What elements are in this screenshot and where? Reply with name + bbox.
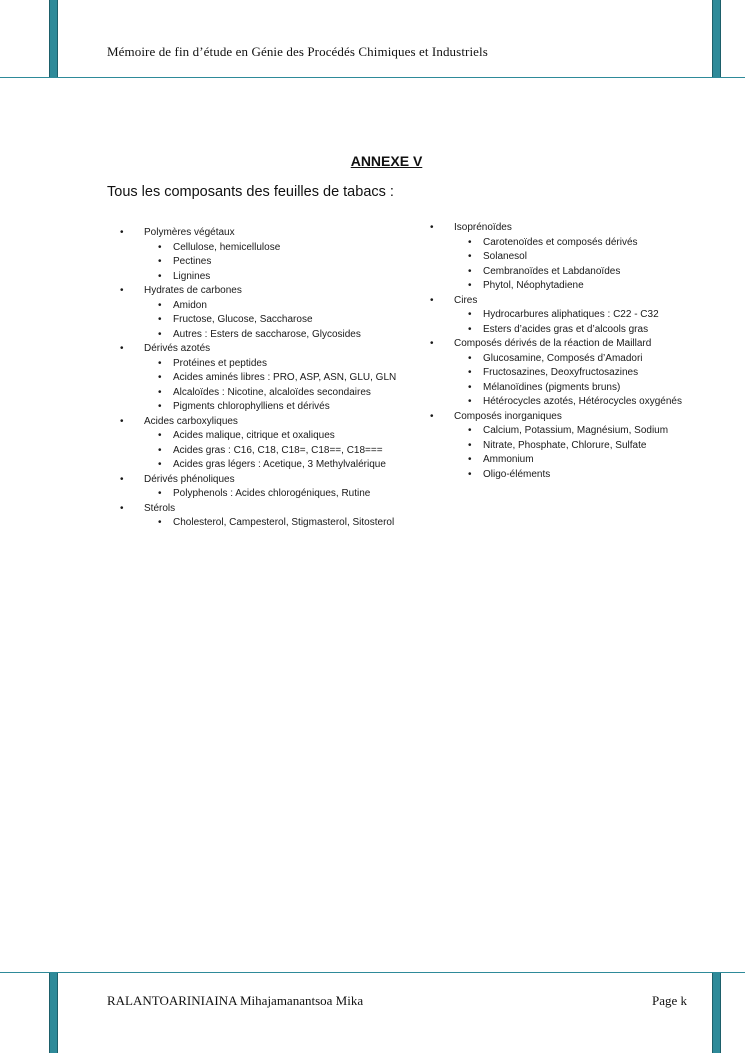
subcategory-label: Hydrocarbures aliphatiques : C22 - C32 [483,309,659,320]
header-title: Mémoire de fin d’étude en Génie des Procédés Chimiques et Industriels [107,44,488,59]
bullet-icon: • [468,236,472,248]
bullet-icon: • [468,454,472,465]
category-label: Composés inorganiques [454,410,562,422]
subcategory-label: Autres : Esters de saccharose, Glycosides [173,328,361,340]
bullet-icon: • [468,439,472,451]
bullet-icon: • [158,270,162,282]
bullet-icon: • [158,241,162,253]
subcategory-label: Calcium, Potassium, Magnésium, Sodium [483,425,669,436]
subcategory-label: Acides aminés libres : PRO, ASP, ASN, GLU, GLN [173,372,397,383]
subcategory-item [430,453,730,468]
subcategory-label: Cholesterol, Campesterol, Stigmasterol, Sitosterol [173,517,395,528]
footer-left-bar [49,972,58,1053]
bullet-icon: • [468,309,472,320]
category-item [120,342,420,357]
subcategory-item [120,516,420,531]
subcategory-item [430,236,730,251]
subcategory-item [120,487,420,502]
subcategory-label: Fructosazines, Deoxyfructosazines [483,367,639,378]
footer-rule [0,972,745,973]
category-item [120,226,420,241]
subcategory-label: Oligo-éléments [483,468,551,480]
bullet-icon: • [158,372,162,383]
subcategory-item [120,371,420,386]
subcategory-label: Cellulose, hemicellulose [173,241,281,253]
subcategory-label: Ammonium [483,454,534,465]
bullet-icon: • [158,314,162,325]
category-label: Dérivés azotés [144,343,211,354]
bullet-icon: • [468,352,472,364]
bullet-icon: • [120,415,124,427]
bullet-icon: • [430,410,434,422]
annex-title: ANNEXE V [350,153,423,169]
category-item [430,410,730,425]
subcategory-label: Acides malique, citrique et oxaliques [173,430,335,441]
bullet-icon: • [468,251,472,262]
subcategory-item [120,357,420,372]
category-item [120,284,420,299]
subcategory-label: Mélanoïdines (pigments bruns) [483,381,621,393]
bullet-icon: • [468,323,472,335]
subcategory-item [430,468,730,483]
bullet-icon: • [468,367,472,378]
subcategory-label: Cembranoïdes et Labdanoïdes [483,265,621,277]
bullet-icon: • [158,299,162,311]
right-component-list [430,221,730,482]
footer-right-bar [712,972,721,1053]
footer-author: RALANTOARINIAINA Mihajamanantsoa Mika [107,993,364,1008]
subcategory-item [430,439,730,454]
bullet-icon: • [158,401,162,412]
category-item [430,294,730,309]
category-item [430,337,730,352]
subcategory-item [430,381,730,396]
subcategory-label: Phytol, Néophytadiene [483,280,584,291]
subcategory-item [120,241,420,256]
bullet-icon: • [120,473,124,485]
bullet-icon: • [468,381,472,393]
bullet-icon: • [468,468,472,480]
category-item [120,415,420,430]
bullet-icon: • [430,222,434,233]
subcategory-item [430,250,730,265]
bullet-icon: • [120,502,124,514]
subcategory-label: Hétérocycles azotés, Hétérocycles oxygénés [483,396,682,407]
bullet-icon: • [158,357,162,369]
subcategory-label: Lignines [173,270,211,282]
left-component-list [120,226,420,531]
subcategory-item [430,308,730,323]
subcategory-item [120,444,420,459]
bullet-icon: • [158,256,162,267]
subcategory-label: Pigments chlorophylliens et dérivés [173,401,330,412]
bullet-icon: • [120,227,124,238]
subcategory-label: Polyphenols : Acides chlorogéniques, Rutine [173,488,371,499]
subcategory-label: Protéines et peptides [173,357,267,369]
subcategory-label: Acides gras : C16, C18, C18=, C18==, C18=== [173,444,383,456]
bullet-icon: • [468,396,472,407]
subcategory-label: Pectines [173,256,212,267]
category-label: Stérols [144,502,176,514]
header-rule [0,77,745,78]
subcategory-item [120,328,420,343]
subcategory-item [120,299,420,314]
subcategory-item [430,424,730,439]
subcategory-item [120,255,420,270]
category-label: Composés dérivés de la réaction de Maillard [454,338,652,349]
subcategory-label: Solanesol [483,251,527,262]
subcategory-label: Alcaloïdes : Nicotine, alcaloïdes secondaires [173,386,371,398]
subcategory-label: Amidon [173,299,207,311]
subcategory-item [120,313,420,328]
bullet-icon: • [158,444,162,456]
category-list [120,226,420,531]
subcategory-item [120,400,420,415]
header-right-bar [712,0,721,78]
category-label: Isoprénoïdes [454,222,512,233]
subcategory-item [120,458,420,473]
bullet-icon: • [158,386,162,398]
subcategory-item [430,366,730,381]
bullet-icon: • [430,338,434,349]
subcategory-item [430,352,730,367]
bullet-icon: • [468,280,472,291]
footer-page-number: Page k [652,993,688,1008]
subcategory-label: Esters d’acides gras et d’alcools gras [483,323,649,335]
category-label: Acides carboxyliques [144,415,238,427]
bullet-icon: • [120,285,124,296]
annex-intro: Tous les composants des feuilles de tabacs : [107,184,394,200]
bullet-icon: • [158,459,162,470]
bullet-icon: • [468,265,472,277]
bullet-icon: • [430,294,434,306]
bullet-icon: • [158,488,162,499]
category-label: Dérivés phénoliques [144,473,235,485]
bullet-icon: • [158,430,162,441]
subcategory-label: Nitrate, Phosphate, Chlorure, Sulfate [483,439,647,451]
category-item [120,473,420,488]
category-item [120,502,420,517]
bullet-icon: • [120,343,124,354]
category-label: Cires [454,294,478,306]
subcategory-item [120,270,420,285]
subcategory-label: Carotenoïdes et composés dérivés [483,236,638,248]
subcategory-label: Fructose, Glucose, Saccharose [173,314,313,325]
category-item [430,221,730,236]
category-list [430,221,730,482]
bullet-icon: • [158,517,162,528]
subcategory-item [430,279,730,294]
subcategory-label: Glucosamine, Composés d’Amadori [483,352,643,364]
subcategory-item [430,395,730,410]
subcategory-item [430,265,730,280]
subcategory-item [120,429,420,444]
category-label: Hydrates de carbones [144,285,242,296]
bullet-icon: • [158,328,162,340]
subcategory-label: Acides gras légers : Acetique, 3 Methylvalérique [173,459,386,470]
category-label: Polymères végétaux [144,227,235,238]
subcategory-item [430,323,730,338]
header-left-bar [49,0,58,78]
subcategory-item [120,386,420,401]
bullet-icon: • [468,425,472,436]
